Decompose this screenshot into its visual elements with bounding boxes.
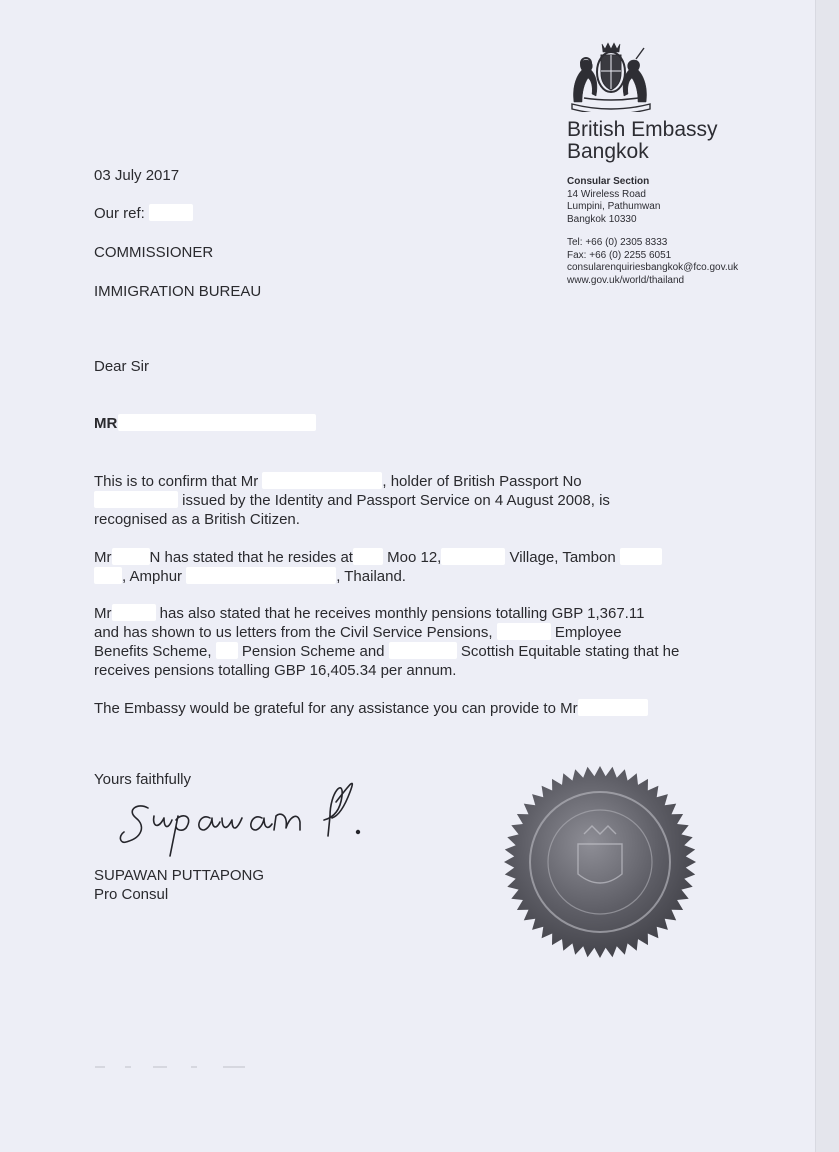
closing: Yours faithfully [94,771,192,788]
redaction [216,642,238,659]
embassy-address-block [567,176,738,287]
redaction [497,623,551,640]
redaction [441,548,505,565]
body-text: Village, Tambon [509,549,616,566]
body-text: receives pensions totalling GBP 16,405.34 per annum. [94,662,457,679]
body-text: Mr [94,549,112,566]
body-paragraph-2 [94,548,662,586]
redaction [112,604,156,621]
body-text: , holder of British Passport No [382,473,582,490]
body-text: , Amphur [122,568,183,585]
embossed-seal-icon [500,764,700,960]
body-text: Benefits Scheme, [94,643,212,660]
body-paragraph-3 [94,604,679,680]
embassy-name-line2: Bangkok [567,140,649,163]
body-text: This is to confirm that Mr [94,473,259,490]
signature-image [118,772,448,860]
body-text: and has shown to us letters from the Civil Service Pensions, [94,624,493,641]
subject-title: MR [94,415,118,432]
body-text: has also stated that he receives monthly pensions totalling GBP 1,367.11 [159,605,645,622]
redaction [353,548,383,565]
body-text: N has stated that he resides at [149,549,353,566]
website-line: www.gov.uk/world/thailand [567,274,685,286]
recipient-line: COMMISSIONER [94,244,214,261]
redaction [112,548,150,565]
consular-section-label: Consular Section [567,176,650,187]
body-text: The Embassy would be grateful for any assistance you can provide to Mr [94,700,578,717]
body-paragraph-1 [94,472,610,529]
redaction [186,567,336,584]
redaction [118,414,316,431]
redaction [94,491,178,508]
body-text: Moo 12, [387,549,442,566]
royal-coat-of-arms-icon [564,40,656,112]
body-text: , Thailand. [336,568,406,585]
our-ref-line [94,204,193,223]
subject-line [94,414,316,433]
scan-edge [815,0,839,1152]
signatory-name: SUPAWAN PUTTAPONG [94,867,265,884]
body-text: issued by the Identity and Passport Service on 4 August 2008, is [182,492,610,509]
body-text: Pension Scheme and [241,643,385,660]
faint-scan-mark [95,1064,255,1070]
recipient-line: IMMIGRATION BUREAU [94,283,262,300]
redaction [620,548,662,565]
body-text: Scottish Equitable stating that he [460,643,680,660]
tel-line: Tel: +66 (0) 2305 8333 [567,237,668,248]
body-text: Mr [94,605,112,622]
embassy-name-line1: British Embassy [567,118,718,141]
redaction [94,567,122,584]
address-line: Lumpini, Pathumwan [567,201,661,212]
letter-date: 03 July 2017 [94,167,180,184]
fax-line: Fax: +66 (0) 2255 6051 [567,249,672,261]
embassy-name [567,119,718,163]
email-line: consularenquiriesbangkok@fco.gov.uk [567,262,739,273]
redaction [262,472,382,489]
body-paragraph-4 [94,699,648,718]
signatory-title: Pro Consul [94,886,169,903]
our-ref-label: Our ref: [94,205,145,222]
redaction [149,204,193,221]
address-line: Bangkok 10330 [567,213,637,225]
redaction [578,699,648,716]
body-text: Employee [554,624,622,641]
salutation: Dear Sir [94,358,150,375]
body-text: recognised as a British Citizen. [94,511,300,528]
address-line: 14 Wireless Road [567,188,646,200]
redaction [389,642,457,659]
